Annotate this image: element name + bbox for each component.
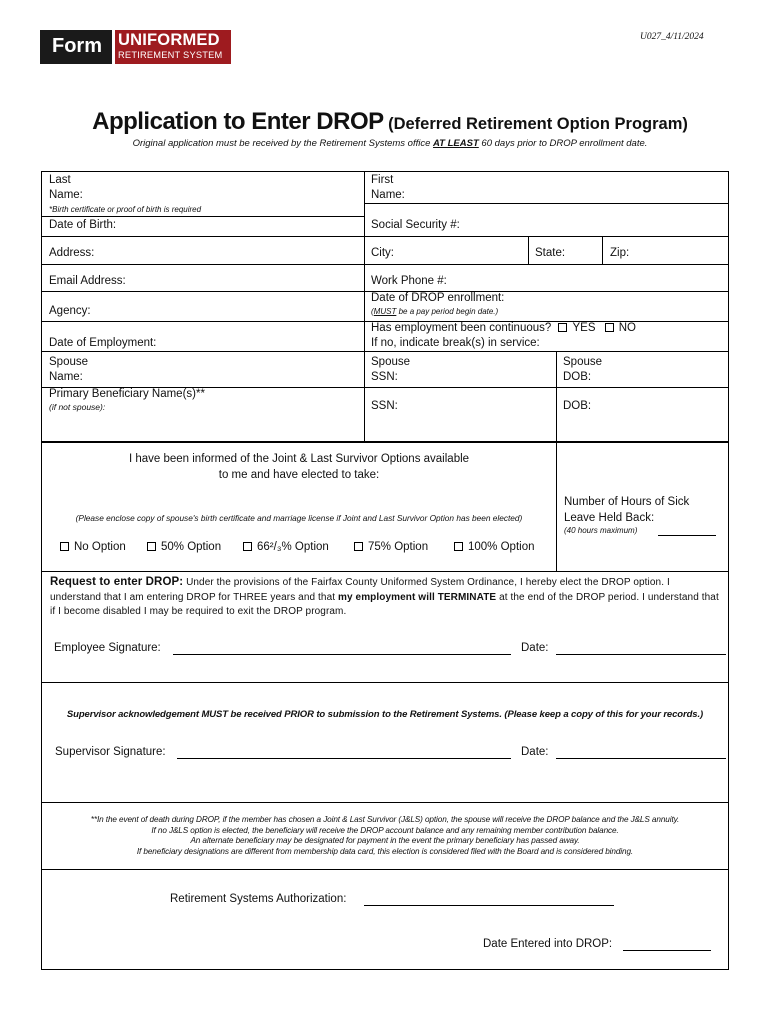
- no-label: NO: [618, 322, 636, 334]
- authorization-field[interactable]: [364, 905, 614, 906]
- option-66-label: 66²/₃% Option: [257, 541, 329, 553]
- state-label: State:: [535, 247, 566, 259]
- dob-label: Date of Birth:: [49, 219, 117, 231]
- footnote-line-4: If beneficiary designations are different from membership data card, this election is considered filed with the Board and is considered binding.: [136, 846, 634, 856]
- employee-signature-label: Employee Signature:: [54, 642, 161, 654]
- option-66-checkbox[interactable]: [243, 542, 252, 551]
- employee-signature-field[interactable]: [173, 654, 511, 655]
- yes-checkbox[interactable]: [558, 323, 567, 332]
- form-code: U027_4/11/2024: [640, 32, 704, 42]
- beneficiary-label: Primary Beneficiary Name(s)**: [49, 388, 205, 400]
- yes-label: YES: [572, 322, 596, 334]
- option-75-checkbox[interactable]: [354, 542, 363, 551]
- option-75[interactable]: [354, 540, 428, 555]
- option-100-checkbox[interactable]: [454, 542, 463, 551]
- employee-date-label: Date:: [521, 642, 549, 654]
- request-heading: Request to enter DROP:: [50, 576, 184, 588]
- request-text-1: Under the provisions of the Fairfax County Uniformed System Ordinance, I hereby elect the DROP option. I understand that I am entering DROP for THREE years and that: [50, 577, 670, 603]
- employee-date-field[interactable]: [556, 654, 726, 655]
- options-intro-2: to me and have elected to take:: [218, 469, 380, 481]
- email-label: Email Address:: [49, 275, 126, 287]
- drop-enrollment-note-text: be a pay period begin date.): [396, 307, 499, 316]
- option-no-label: No Option: [74, 541, 126, 553]
- logo: [40, 30, 231, 64]
- continuous-question: [371, 321, 636, 336]
- option-no[interactable]: [60, 540, 126, 555]
- option-50-checkbox[interactable]: [147, 542, 156, 551]
- options-note: (Please enclose copy of spouse's birth certificate and marriage license if Joint and Last Survivor Option has been elected): [75, 513, 523, 523]
- sick-leave-label: Number of Hours of Sick Leave Held Back:: [564, 496, 690, 524]
- request-text: [50, 575, 722, 620]
- option-50[interactable]: [147, 540, 221, 555]
- subtitle-pre: Original application must be received by the Retirement Systems office: [132, 138, 434, 149]
- beneficiary-dob-label: DOB:: [563, 400, 592, 412]
- footnote: [42, 815, 728, 857]
- supervisor-date-field[interactable]: [556, 758, 726, 759]
- supervisor-date-label: Date:: [521, 746, 549, 758]
- spouse-ssn-label: Spouse SSN:: [371, 356, 411, 383]
- spouse-dob-label: Spouse DOB:: [563, 356, 603, 383]
- subtitle-emphasis: AT LEAST: [433, 138, 479, 149]
- drop-enrollment-note: (MUST be a pay period begin date.): [371, 307, 499, 316]
- option-100-label: 100% Option: [468, 541, 535, 553]
- footnote-line-2: If no J&LS option is elected, the beneficiary will receive the DROP account balance and any remaining member contribution balance.: [151, 825, 619, 835]
- option-75-label: 75% Option: [368, 541, 429, 553]
- zip-label: Zip:: [610, 247, 630, 259]
- supervisor-signature-field[interactable]: [177, 758, 511, 759]
- title-main: Application to Enter DROP: [92, 108, 384, 135]
- last-name-label: Last Name:: [49, 174, 83, 201]
- subtitle-post: 60 days prior to DROP enrollment date.: [478, 138, 648, 149]
- footnote-line-3: An alternate beneficiary may be designated for payment in the event the primary beneficiary has passed away.: [190, 836, 580, 846]
- option-50-label: 50% Option: [161, 541, 222, 553]
- title-paren: (Deferred Retirement Option Program): [388, 115, 688, 133]
- birth-note: *Birth certificate or proof of birth is required: [49, 205, 202, 214]
- supervisor-note: Supervisor acknowledgement MUST be received PRIOR to submission to the Retirement Systems. (Please keep a copy of this for your records.): [66, 709, 704, 720]
- work-phone-label: Work Phone #:: [371, 275, 447, 287]
- no-checkbox[interactable]: [605, 323, 614, 332]
- sick-leave-field[interactable]: [658, 535, 716, 536]
- logo-retirement: RETIREMENT SYSTEM: [118, 50, 223, 60]
- beneficiary-ssn-label: SSN:: [371, 400, 398, 412]
- employment-date-label: Date of Employment:: [49, 337, 157, 349]
- page-title: [0, 108, 770, 136]
- date-entered-label: Date Entered into DROP:: [483, 938, 613, 950]
- ssn-label: Social Security #:: [371, 219, 460, 231]
- request-text-2: at the end of the DROP period. I understand that if I become disabled I may be required to exit the DROP program.: [50, 591, 719, 617]
- options-intro-1: I have been informed of the Joint & Last Survivor Options available: [128, 453, 470, 465]
- agency-label: Agency:: [49, 305, 91, 317]
- address-label: Address:: [49, 247, 95, 259]
- logo-uniformed: UNIFORMED: [118, 31, 220, 49]
- logo-form-block: [40, 30, 112, 64]
- logo-form-text: Form: [52, 35, 102, 57]
- authorization-label: Retirement Systems Authorization:: [170, 893, 347, 905]
- sick-leave-note: (40 hours maximum): [564, 526, 638, 535]
- date-entered-field[interactable]: [623, 950, 711, 951]
- city-label: City:: [371, 247, 394, 259]
- request-text-bold: my employment will TERMINATE: [338, 591, 497, 603]
- must-emphasis: MUST: [373, 307, 397, 316]
- beneficiary-note: (if not spouse):: [49, 402, 106, 412]
- subtitle: [0, 138, 770, 149]
- continuous-label: Has employment been continuous?: [371, 322, 552, 334]
- first-name-label: First Name:: [371, 174, 405, 201]
- supervisor-signature-label: Supervisor Signature:: [55, 746, 166, 758]
- form-section-authorization: [41, 870, 729, 970]
- option-66[interactable]: [243, 540, 329, 555]
- breaks-label: If no, indicate break(s) in service:: [371, 337, 540, 349]
- option-no-checkbox[interactable]: [60, 542, 69, 551]
- form-section-supervisor: [41, 683, 729, 803]
- drop-enrollment-label: Date of DROP enrollment:: [371, 292, 505, 304]
- footnote-line-1: **In the event of death during DROP, if the member has chosen a Joint & Last Survivor (J&LS) option, the spouse will receive the DROP balance and the J&LS annuity.: [90, 815, 680, 824]
- option-100[interactable]: [454, 540, 535, 555]
- spouse-name-label: Spouse Name:: [49, 356, 89, 383]
- logo-system-block: [115, 30, 231, 64]
